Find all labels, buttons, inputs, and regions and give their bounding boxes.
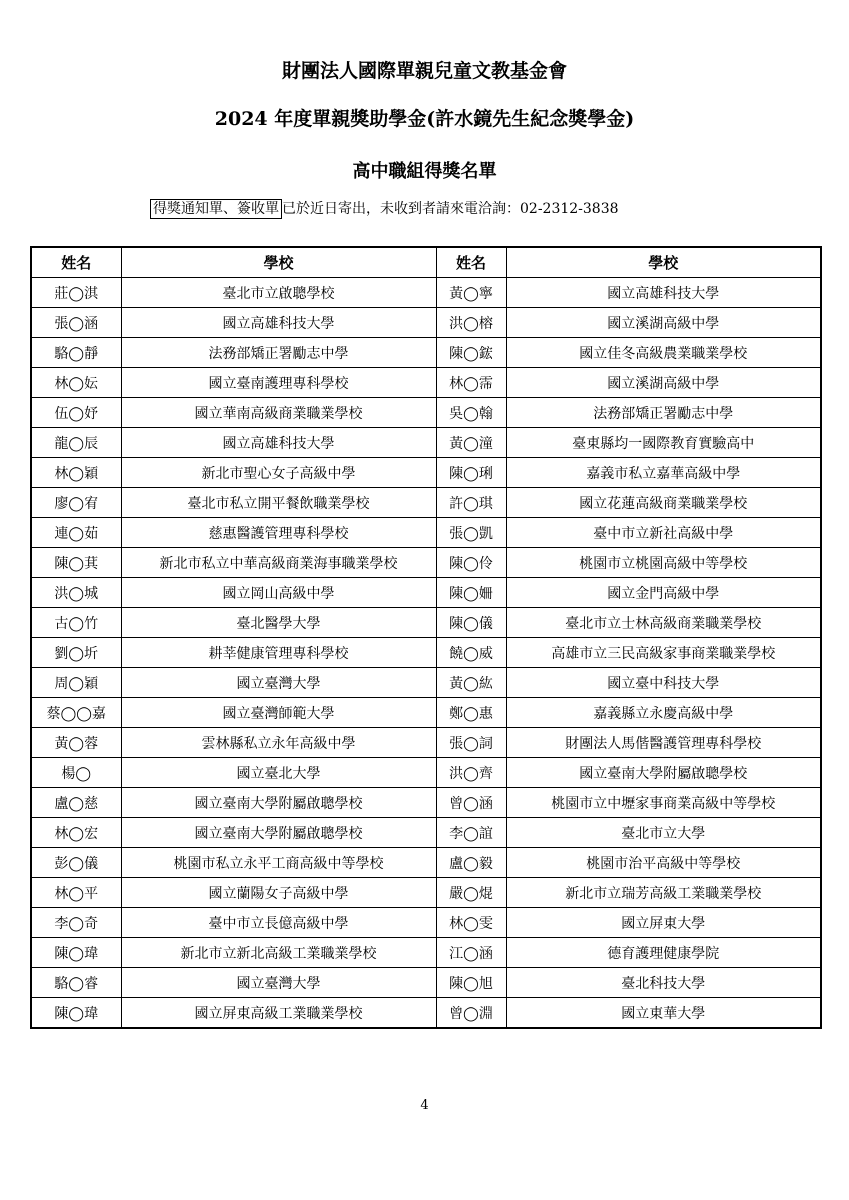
cell-school-right: 高雄市立三民高級家事商業職業學校	[506, 638, 821, 668]
cell-name-left: 伍◯妤	[31, 398, 121, 428]
cell-school-left: 國立臺南護理專科學校	[121, 368, 436, 398]
cell-name-left: 林◯平	[31, 878, 121, 908]
cell-school-left: 臺中市立長億高級中學	[121, 908, 436, 938]
cell-school-left: 新北市私立中華高級商業海事職業學校	[121, 548, 436, 578]
page-number: 4	[420, 1098, 429, 1113]
cell-school-right: 國立花蓮高級商業職業學校	[506, 488, 821, 518]
cell-school-left: 國立華南高級商業職業學校	[121, 398, 436, 428]
cell-name-left: 楊◯	[31, 758, 121, 788]
cell-name-left: 蔡◯◯嘉	[31, 698, 121, 728]
cell-school-right: 財團法人馬偕醫護管理專科學校	[506, 728, 821, 758]
cell-name-right: 陳◯旭	[436, 968, 506, 998]
cell-name-right: 吳◯翰	[436, 398, 506, 428]
cell-school-left: 雲林縣私立永年高級中學	[121, 728, 436, 758]
cell-school-right: 國立金門高級中學	[506, 578, 821, 608]
cell-name-left: 張◯涵	[31, 308, 121, 338]
table-row	[31, 278, 821, 308]
cell-school-right: 臺北市立士林高級商業職業學校	[506, 608, 821, 638]
cell-school-right: 國立高雄科技大學	[506, 278, 821, 308]
cell-name-right: 饒◯威	[436, 638, 506, 668]
cell-name-left: 龍◯辰	[31, 428, 121, 458]
cell-name-left: 古◯竹	[31, 608, 121, 638]
awardee-table	[30, 246, 822, 1029]
cell-name-left: 盧◯慈	[31, 788, 121, 818]
cell-school-right: 桃園市立中壢家事商業高級中等學校	[506, 788, 821, 818]
cell-school-left: 國立臺北大學	[121, 758, 436, 788]
cell-school-right: 國立臺南大學附屬啟聰學校	[506, 758, 821, 788]
cell-name-left: 莊◯淇	[31, 278, 121, 308]
table-row	[31, 998, 821, 1029]
cell-name-left: 連◯茹	[31, 518, 121, 548]
cell-name-right: 陳◯伶	[436, 548, 506, 578]
cell-name-left: 彭◯儀	[31, 848, 121, 878]
cell-school-left: 新北市立新北高級工業職業學校	[121, 938, 436, 968]
cell-name-right: 陳◯儀	[436, 608, 506, 638]
cell-name-left: 李◯奇	[31, 908, 121, 938]
cell-name-right: 黃◯潼	[436, 428, 506, 458]
table-row	[31, 818, 821, 848]
table-body	[31, 278, 821, 1029]
cell-school-left: 國立臺灣大學	[121, 968, 436, 998]
cell-school-left: 臺北市私立開平餐飲職業學校	[121, 488, 436, 518]
cell-name-left: 林◯穎	[31, 458, 121, 488]
cell-school-right: 臺北科技大學	[506, 968, 821, 998]
cell-school-right: 法務部矯正署勵志中學	[506, 398, 821, 428]
cell-name-right: 洪◯齊	[436, 758, 506, 788]
cell-name-left: 林◯妘	[31, 368, 121, 398]
cell-school-left: 臺北市立啟聰學校	[121, 278, 436, 308]
cell-name-left: 廖◯宥	[31, 488, 121, 518]
cell-school-left: 國立高雄科技大學	[121, 308, 436, 338]
cell-name-right: 黃◯紘	[436, 668, 506, 698]
cell-school-left: 國立蘭陽女子高級中學	[121, 878, 436, 908]
cell-school-right: 臺北市立大學	[506, 818, 821, 848]
cell-school-right: 國立東華大學	[506, 998, 821, 1029]
table-row	[31, 758, 821, 788]
cell-name-right: 林◯雯	[436, 908, 506, 938]
table-row	[31, 398, 821, 428]
cell-name-left: 黃◯蓉	[31, 728, 121, 758]
table-row	[31, 698, 821, 728]
cell-school-left: 桃園市私立永平工商高級中等學校	[121, 848, 436, 878]
cell-school-left: 國立屏東高級工業職業學校	[121, 998, 436, 1029]
cell-name-left: 駱◯靜	[31, 338, 121, 368]
cell-school-right: 嘉義市私立嘉華高級中學	[506, 458, 821, 488]
cell-name-left: 林◯宏	[31, 818, 121, 848]
cell-name-right: 曾◯涵	[436, 788, 506, 818]
cell-school-right: 國立屏東大學	[506, 908, 821, 938]
cell-school-right: 德育護理健康學院	[506, 938, 821, 968]
cell-name-right: 盧◯毅	[436, 848, 506, 878]
cell-school-right: 國立溪湖高級中學	[506, 308, 821, 338]
table-row	[31, 428, 821, 458]
cell-name-right: 李◯誼	[436, 818, 506, 848]
cell-school-right: 國立臺中科技大學	[506, 668, 821, 698]
cell-school-left: 國立高雄科技大學	[121, 428, 436, 458]
cell-school-left: 法務部矯正署勵志中學	[121, 338, 436, 368]
table-row	[31, 788, 821, 818]
cell-name-left: 駱◯睿	[31, 968, 121, 998]
table-header-row	[31, 247, 821, 278]
cell-name-left: 劉◯圻	[31, 638, 121, 668]
cell-name-left: 陳◯瑋	[31, 998, 121, 1029]
cell-school-left: 國立臺灣大學	[121, 668, 436, 698]
cell-school-left: 國立臺灣師範大學	[121, 698, 436, 728]
cell-school-left: 國立臺南大學附屬啟聰學校	[121, 788, 436, 818]
cell-name-right: 黃◯寧	[436, 278, 506, 308]
table-row	[31, 878, 821, 908]
notice-boxed-text: 得獎通知單、簽收單	[150, 199, 282, 219]
table-row	[31, 338, 821, 368]
table-row	[31, 728, 821, 758]
cell-school-right: 桃園市治平高級中等學校	[506, 848, 821, 878]
org-title: 財團法人國際單親兒童文教基金會	[281, 60, 567, 82]
table-row	[31, 848, 821, 878]
cell-name-right: 張◯凱	[436, 518, 506, 548]
cell-school-right: 嘉義縣立永慶高級中學	[506, 698, 821, 728]
header-school-right: 學校	[506, 247, 821, 278]
notice-line	[150, 198, 710, 218]
cell-name-right: 江◯涵	[436, 938, 506, 968]
cell-name-right: 許◯琪	[436, 488, 506, 518]
list-title: 高中職組得獎名單	[352, 161, 497, 182]
cell-school-left: 國立臺南大學附屬啟聰學校	[121, 818, 436, 848]
cell-school-left: 慈惠醫護管理專科學校	[121, 518, 436, 548]
table-row	[31, 908, 821, 938]
cell-school-left: 耕莘健康管理專科學校	[121, 638, 436, 668]
cell-name-left: 周◯穎	[31, 668, 121, 698]
cell-school-right: 桃園市立桃園高級中等學校	[506, 548, 821, 578]
header-name-left: 姓名	[31, 247, 121, 278]
cell-name-left: 陳◯瑋	[31, 938, 121, 968]
cell-school-right: 國立佳冬高級農業職業學校	[506, 338, 821, 368]
table-row	[31, 548, 821, 578]
table-row	[31, 368, 821, 398]
cell-school-right: 國立溪湖高級中學	[506, 368, 821, 398]
cell-school-right: 臺東縣均一國際教育實驗高中	[506, 428, 821, 458]
table-row	[31, 938, 821, 968]
cell-name-right: 洪◯榕	[436, 308, 506, 338]
table-row	[31, 968, 821, 998]
program-title: 2024 年度單親獎助學金(許水鏡先生紀念獎學金)	[214, 108, 635, 130]
cell-name-right: 陳◯琍	[436, 458, 506, 488]
cell-name-right: 嚴◯焜	[436, 878, 506, 908]
table-row	[31, 668, 821, 698]
cell-name-right: 張◯詞	[436, 728, 506, 758]
cell-name-right: 林◯霈	[436, 368, 506, 398]
table-row	[31, 578, 821, 608]
cell-school-left: 國立岡山高級中學	[121, 578, 436, 608]
table-row	[31, 638, 821, 668]
cell-name-right: 陳◯鋐	[436, 338, 506, 368]
cell-name-left: 洪◯城	[31, 578, 121, 608]
cell-name-left: 陳◯萁	[31, 548, 121, 578]
header-name-right: 姓名	[436, 247, 506, 278]
cell-school-left: 新北市聖心女子高級中學	[121, 458, 436, 488]
table-row	[31, 518, 821, 548]
cell-school-right: 新北市立瑞芳高級工業職業學校	[506, 878, 821, 908]
header-school-left: 學校	[121, 247, 436, 278]
cell-name-right: 曾◯淵	[436, 998, 506, 1029]
cell-school-right: 臺中市立新社高級中學	[506, 518, 821, 548]
table-row	[31, 308, 821, 338]
table-row	[31, 608, 821, 638]
cell-name-right: 鄭◯惠	[436, 698, 506, 728]
table-row	[31, 458, 821, 488]
table-row	[31, 488, 821, 518]
cell-name-right: 陳◯姍	[436, 578, 506, 608]
notice-text: 已於近日寄出，未收到者請來電洽詢：02-2312-3838	[282, 201, 619, 217]
cell-school-left: 臺北醫學大學	[121, 608, 436, 638]
